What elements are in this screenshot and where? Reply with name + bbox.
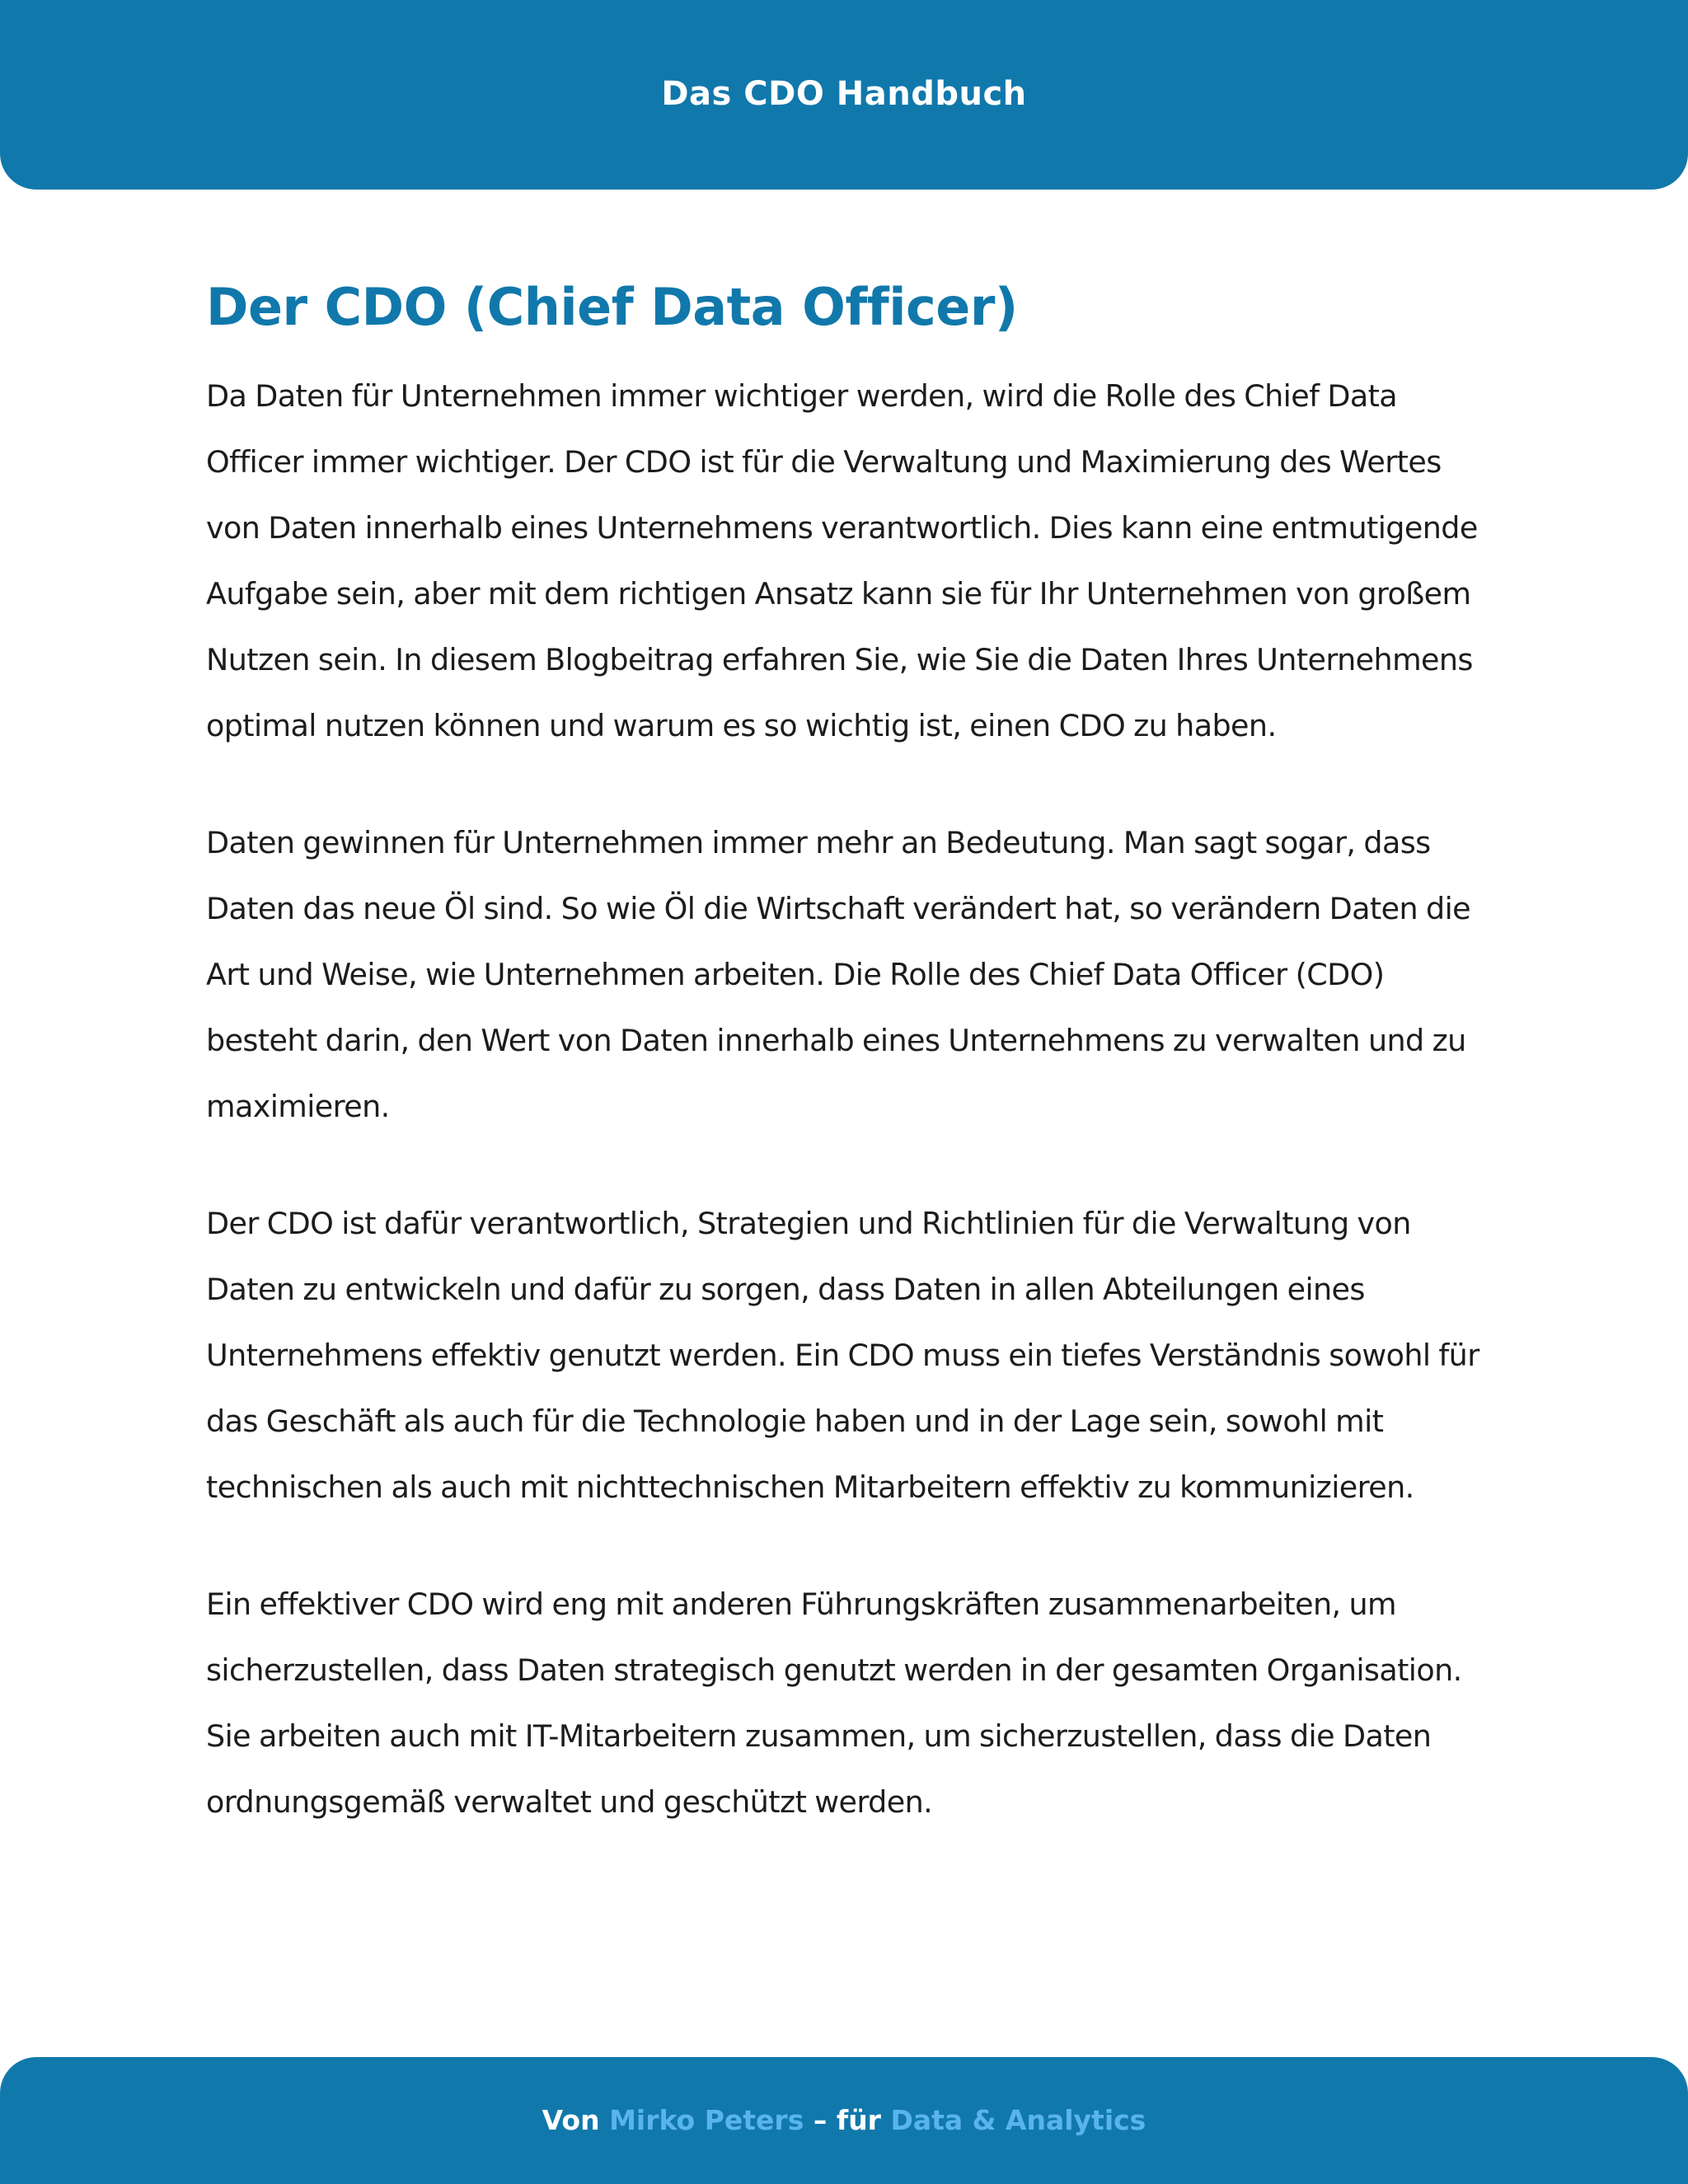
main-content — [206, 268, 1492, 1886]
author-link[interactable]: Mirko Peters — [609, 2104, 804, 2136]
footer-prefix: Von — [542, 2104, 610, 2136]
paragraph-cdo-responsibilities: Der CDO ist dafür verantwortlich, Strategien und Richtlinien für die Verwaltung von Daten zu entwickeln und dafür zu sorgen, dass Daten in allen Abteilungen eines Unternehmens effektiv genutzt werden. Ein CDO muss ein tiefes Verständnis sowohl für das Geschäft als auch für die Technologie haben und in der Lage sein, sowohl mit technischen als auch mit nichttechnischen Mitarbeitern effektiv zu kommunizieren. — [206, 1206, 1479, 1505]
topic-link[interactable]: Data & Analytics — [890, 2104, 1146, 2136]
footer-credit — [542, 2102, 1146, 2139]
paragraph-intro: Da Daten für Unternehmen immer wichtiger werden, wird die Rolle des Chief Data Officer immer wichtiger. Der CDO ist für die Verwaltung und Maximierung des Wertes von Daten innerhalb eines Unternehmens verantwortlich. Dies kann eine entmutigende Aufgabe sein, aber mit dem richtigen Ansatz kann sie für Ihr Unternehmen von großem Nutzen sein. In diesem Blogbeitrag erfahren Sie, wie Sie die Daten Ihres Unternehmens optimal nutzen können und warum es so wichtig ist, einen CDO zu haben. — [206, 378, 1478, 743]
document-title: Das CDO Handbuch — [661, 75, 1027, 113]
page-title: Der CDO (Chief Data Officer) — [206, 277, 1018, 337]
footer-separator: – für — [804, 2104, 891, 2136]
paragraph-cdo-collaboration: Ein effektiver CDO wird eng mit anderen Führungskräften zusammenarbeiten, um sicherzustellen, dass Daten strategisch genutzt werden in der gesamten Organisation. Sie arbeiten auch mit IT-Mitarbeitern zusammen, um sicherzustellen, dass die Daten ordnungsgemäß verwaltet und geschützt werden. — [206, 1586, 1462, 1820]
page-header — [0, 0, 1688, 190]
page-footer — [0, 2057, 1688, 2184]
paragraph-data-importance: Daten gewinnen für Unternehmen immer mehr an Bedeutung. Man sagt sogar, dass Daten das neue Öl sind. So wie Öl die Wirtschaft verändert hat, so verändern Daten die Art und Weise, wie Unternehmen arbeiten. Die Rolle des Chief Data Officer (CDO) besteht darin, den Wert von Daten innerhalb eines Unternehmens zu verwalten und zu maximieren. — [206, 825, 1471, 1124]
